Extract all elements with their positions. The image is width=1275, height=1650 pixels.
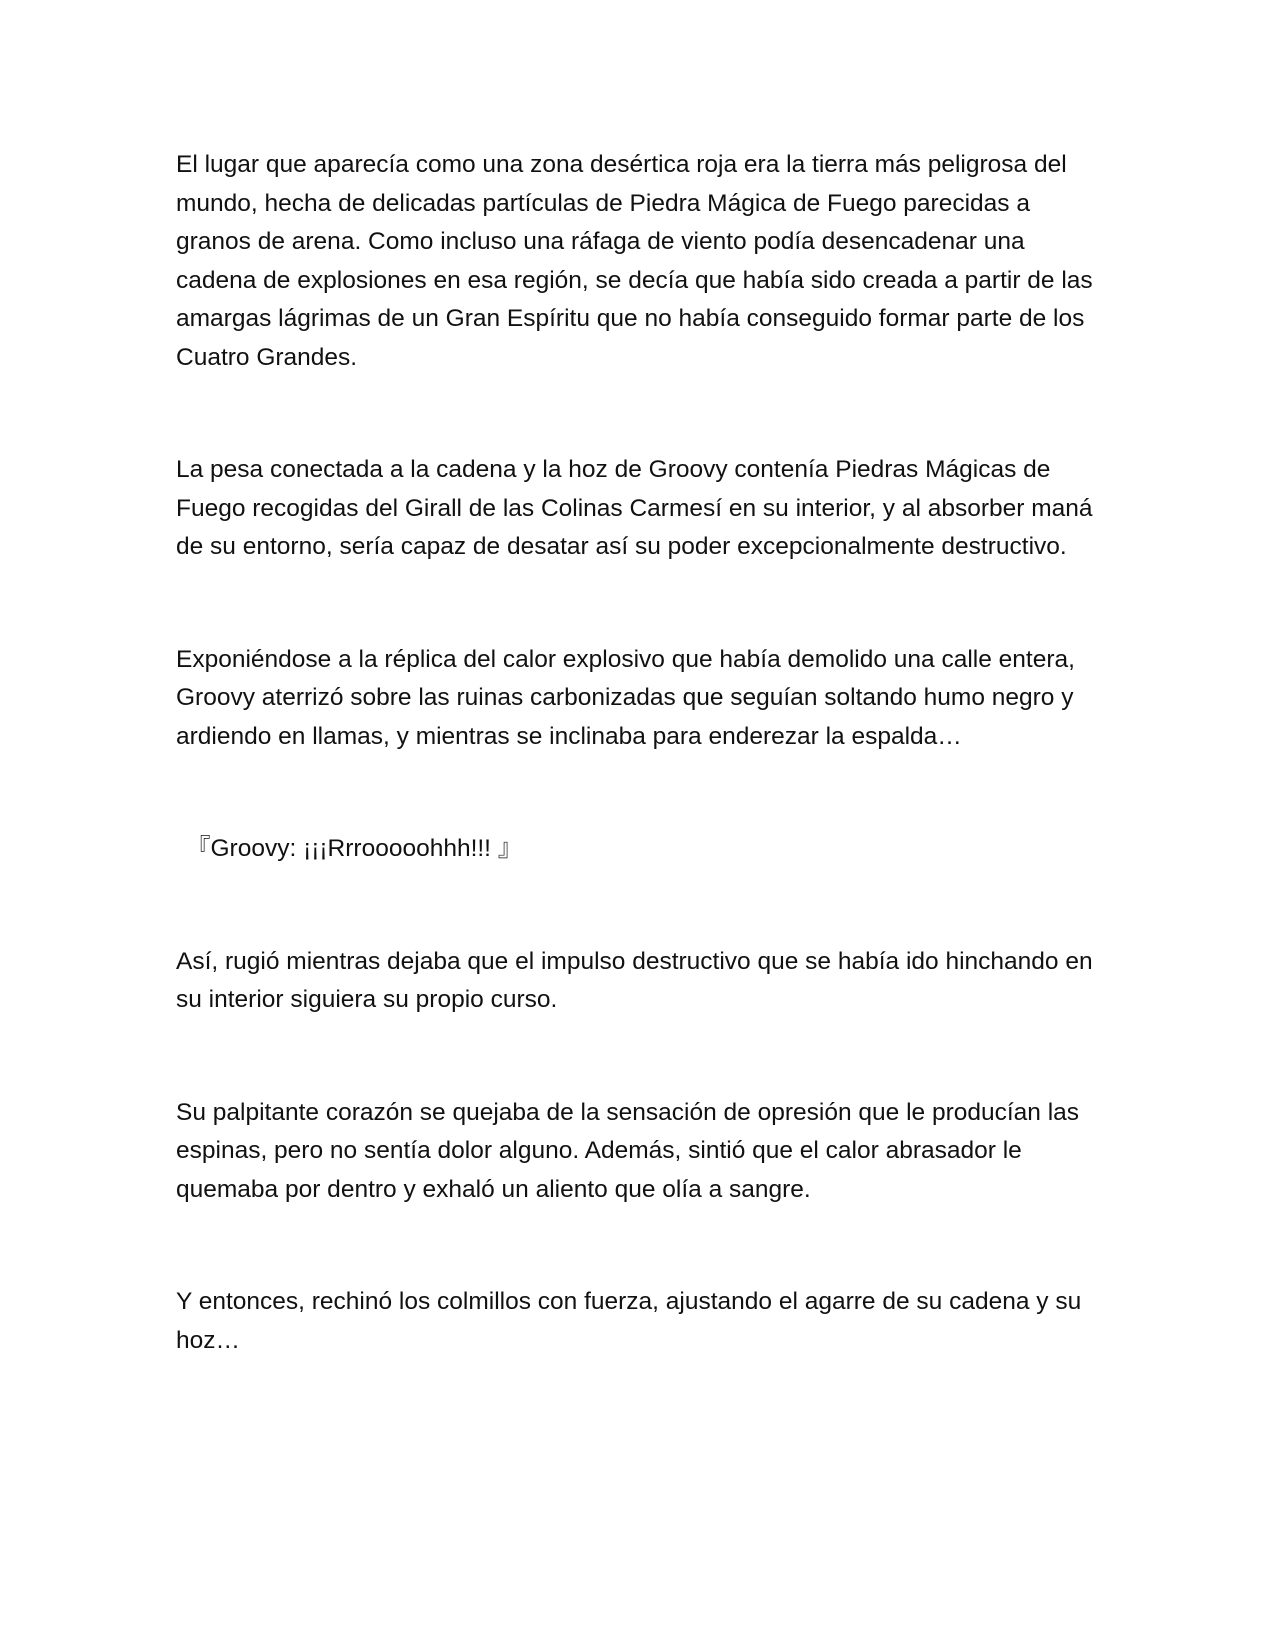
document-body: [176, 146, 1106, 1360]
paragraph-grinding-fangs: Y entonces, rechinó los colmillos con fuerza, ajustando el agarre de su cadena y su hoz…: [176, 1288, 1082, 1354]
paragraph-roar-narration: Así, rugió mientras dejaba que el impulso destructivo que se había ido hinchando en su interior siguiera su propio curso.: [176, 947, 1093, 1013]
paragraph-desert-description: El lugar que aparecía como una zona desértica roja era la tierra más peligrosa del mundo, hecha de delicadas partículas de Piedra Mágica de Fuego parecidas a granos de arena. Como incluso una ráfaga de viento podía desencadenar una cadena de explosiones en esa región, se decía que había sido creada a partir de las amargas lágrimas de un Gran Espíritu que no había conseguido formar parte de los Cuatro Grandes.: [176, 151, 1093, 371]
paragraph-groovy-landing: Exponiéndose a la réplica del calor explosivo que había demolido una calle entera, Groovy aterrizó sobre las ruinas carbonizadas que seguían soltando humo negro y ardiendo en llamas, y mientras se inclinaba para enderezar la espalda…: [176, 645, 1075, 750]
paragraph-heart-thorns: Su palpitante corazón se quejaba de la sensación de opresión que le producían las espinas, pero no sentía dolor alguno. Además, sintió que el calor abrasador le quemaba por dentro y exhaló un aliento que olía a sangre.: [176, 1098, 1080, 1203]
paragraph-weight-chain: La pesa conectada a la cadena y la hoz de Groovy contenía Piedras Mágicas de Fuego recogidas del Girall de las Colinas Carmesí en su interior, y al absorber maná de su entorno, sería capaz de desatar así su poder excepcionalmente destructivo.: [176, 456, 1093, 560]
paragraph-groovy-roar-dialogue: 『Groovy: ¡¡¡Rrrooooohhh!!! 』: [186, 835, 523, 862]
